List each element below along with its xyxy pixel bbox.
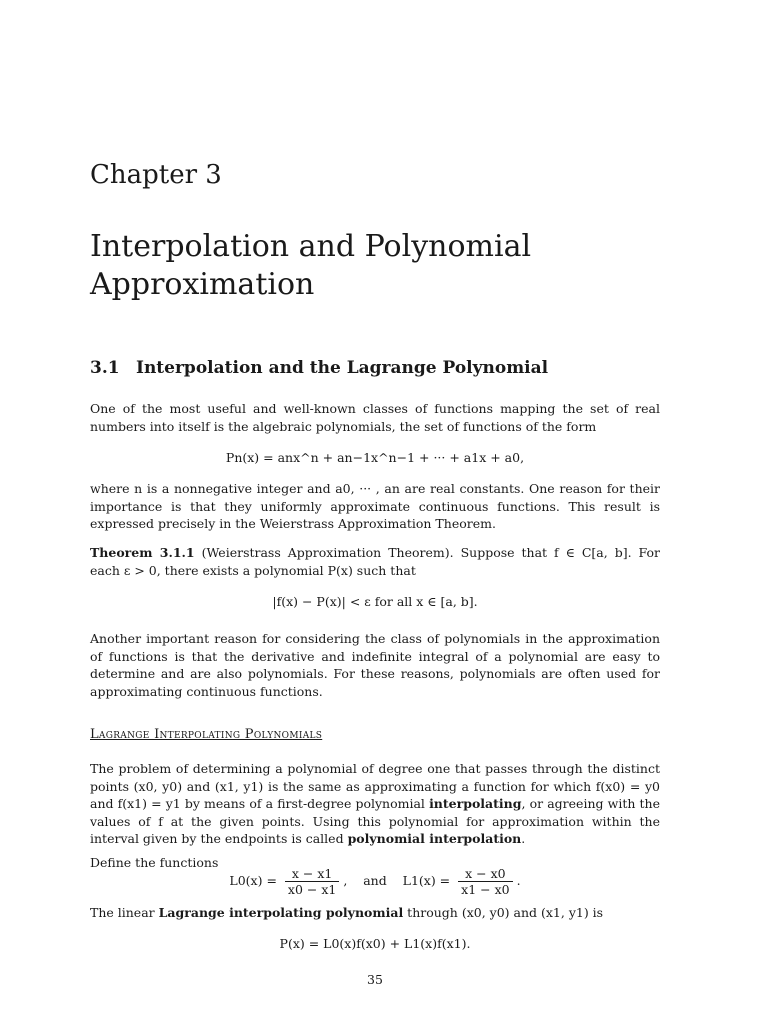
L1-lhs: L1(x) = — [402, 873, 451, 888]
problem-bold-1: interpolating — [429, 796, 522, 811]
theorem-paragraph — [90, 544, 660, 579]
L1-numerator: x − x0 — [458, 866, 512, 882]
subsection-heading: Lagrange Interpolating Polynomials — [90, 727, 323, 742]
L0-fraction — [285, 866, 339, 897]
problem-text-2: , or agreeing with the values of f at the given points. Using this polynomial for approximation within the interval given by the endpoints is called — [90, 796, 660, 846]
reason-paragraph: Another important reason for considering the class of polynomials in the approximation of functions is that the derivative and indefinite integral of a polynomial are easy to determine and are also polynomials. For these reasons, polynomials are often used for approximating continuous functions. — [90, 631, 660, 699]
linear-text-1: The linear — [90, 905, 155, 920]
L1-denominator: x1 − x0 — [461, 882, 510, 897]
linear-paragraph — [90, 904, 660, 922]
intro-paragraph: One of the most useful and well-known classes of functions mapping the set of real numbers into itself is the algebraic polynomials, the set of functions of the form — [90, 401, 660, 434]
section-number: 3.1 — [90, 358, 120, 378]
after-equation-paragraph: where n is a nonnegative integer and a0, ··· , an are real constants. One reason for their importance is that they uniformly approximate continuous functions. This result is expressed precisely in the Weierstrass Approximation Theorem. — [90, 481, 660, 531]
section-heading — [90, 358, 548, 378]
problem-text-1: The problem of determining a polynomial of degree one that passes through the distinct points (x0, y0) and (x1, y1) is the same as approximating a function for which f(x0) = y0 and f(x1) = y1 by means of a first-degree polynomial — [90, 761, 660, 811]
intro-equation: Pn(x) = anx^n + an−1x^n−1 + ··· + a1x + a0, — [225, 450, 525, 465]
theorem-text: Suppose that f ∈ C[a, b]. For each ε > 0, there exists a polynomial P(x) such that — [90, 545, 661, 578]
L0-lhs: L0(x) = — [229, 873, 277, 888]
L1-fraction — [458, 866, 512, 897]
linear-bold: Lagrange interpolating polynomial — [158, 905, 404, 920]
define-text: Define the functions — [90, 855, 219, 870]
theorem-name: (Weierstrass Approximation Theorem). — [201, 545, 454, 560]
problem-end: . — [521, 831, 526, 846]
final-equation: P(x) = L0(x)f(x0) + L1(x)f(x1). — [279, 936, 471, 951]
problem-paragraph — [90, 760, 660, 848]
theorem-label: Theorem 3.1.1 — [90, 545, 195, 560]
problem-bold-2: polynomial interpolation — [347, 831, 522, 846]
theorem-equation: |f(x) − P(x)| < ε for all x ∈ [a, b]. — [272, 594, 478, 609]
and-text: and — [363, 873, 387, 888]
chapter-label: Chapter 3 — [90, 160, 222, 190]
chapter-title: Interpolation and Polynomial Approximation — [90, 229, 532, 302]
L0-numerator: x − x1 — [285, 866, 339, 882]
section-title: Interpolation and the Lagrange Polynomial — [136, 358, 549, 378]
lagrange-basis-equations: L0(x) = $\frac{x - x1}{x0 - x1}$ , and L1(x) = $\frac{x - x0}{x1 - x0}$ . — [229, 866, 521, 897]
L0-denominator: x0 − x1 — [287, 882, 337, 897]
linear-text-2: through (x0, y0) and (x1, y1) is — [407, 905, 604, 920]
page-number: 35 — [367, 972, 383, 987]
